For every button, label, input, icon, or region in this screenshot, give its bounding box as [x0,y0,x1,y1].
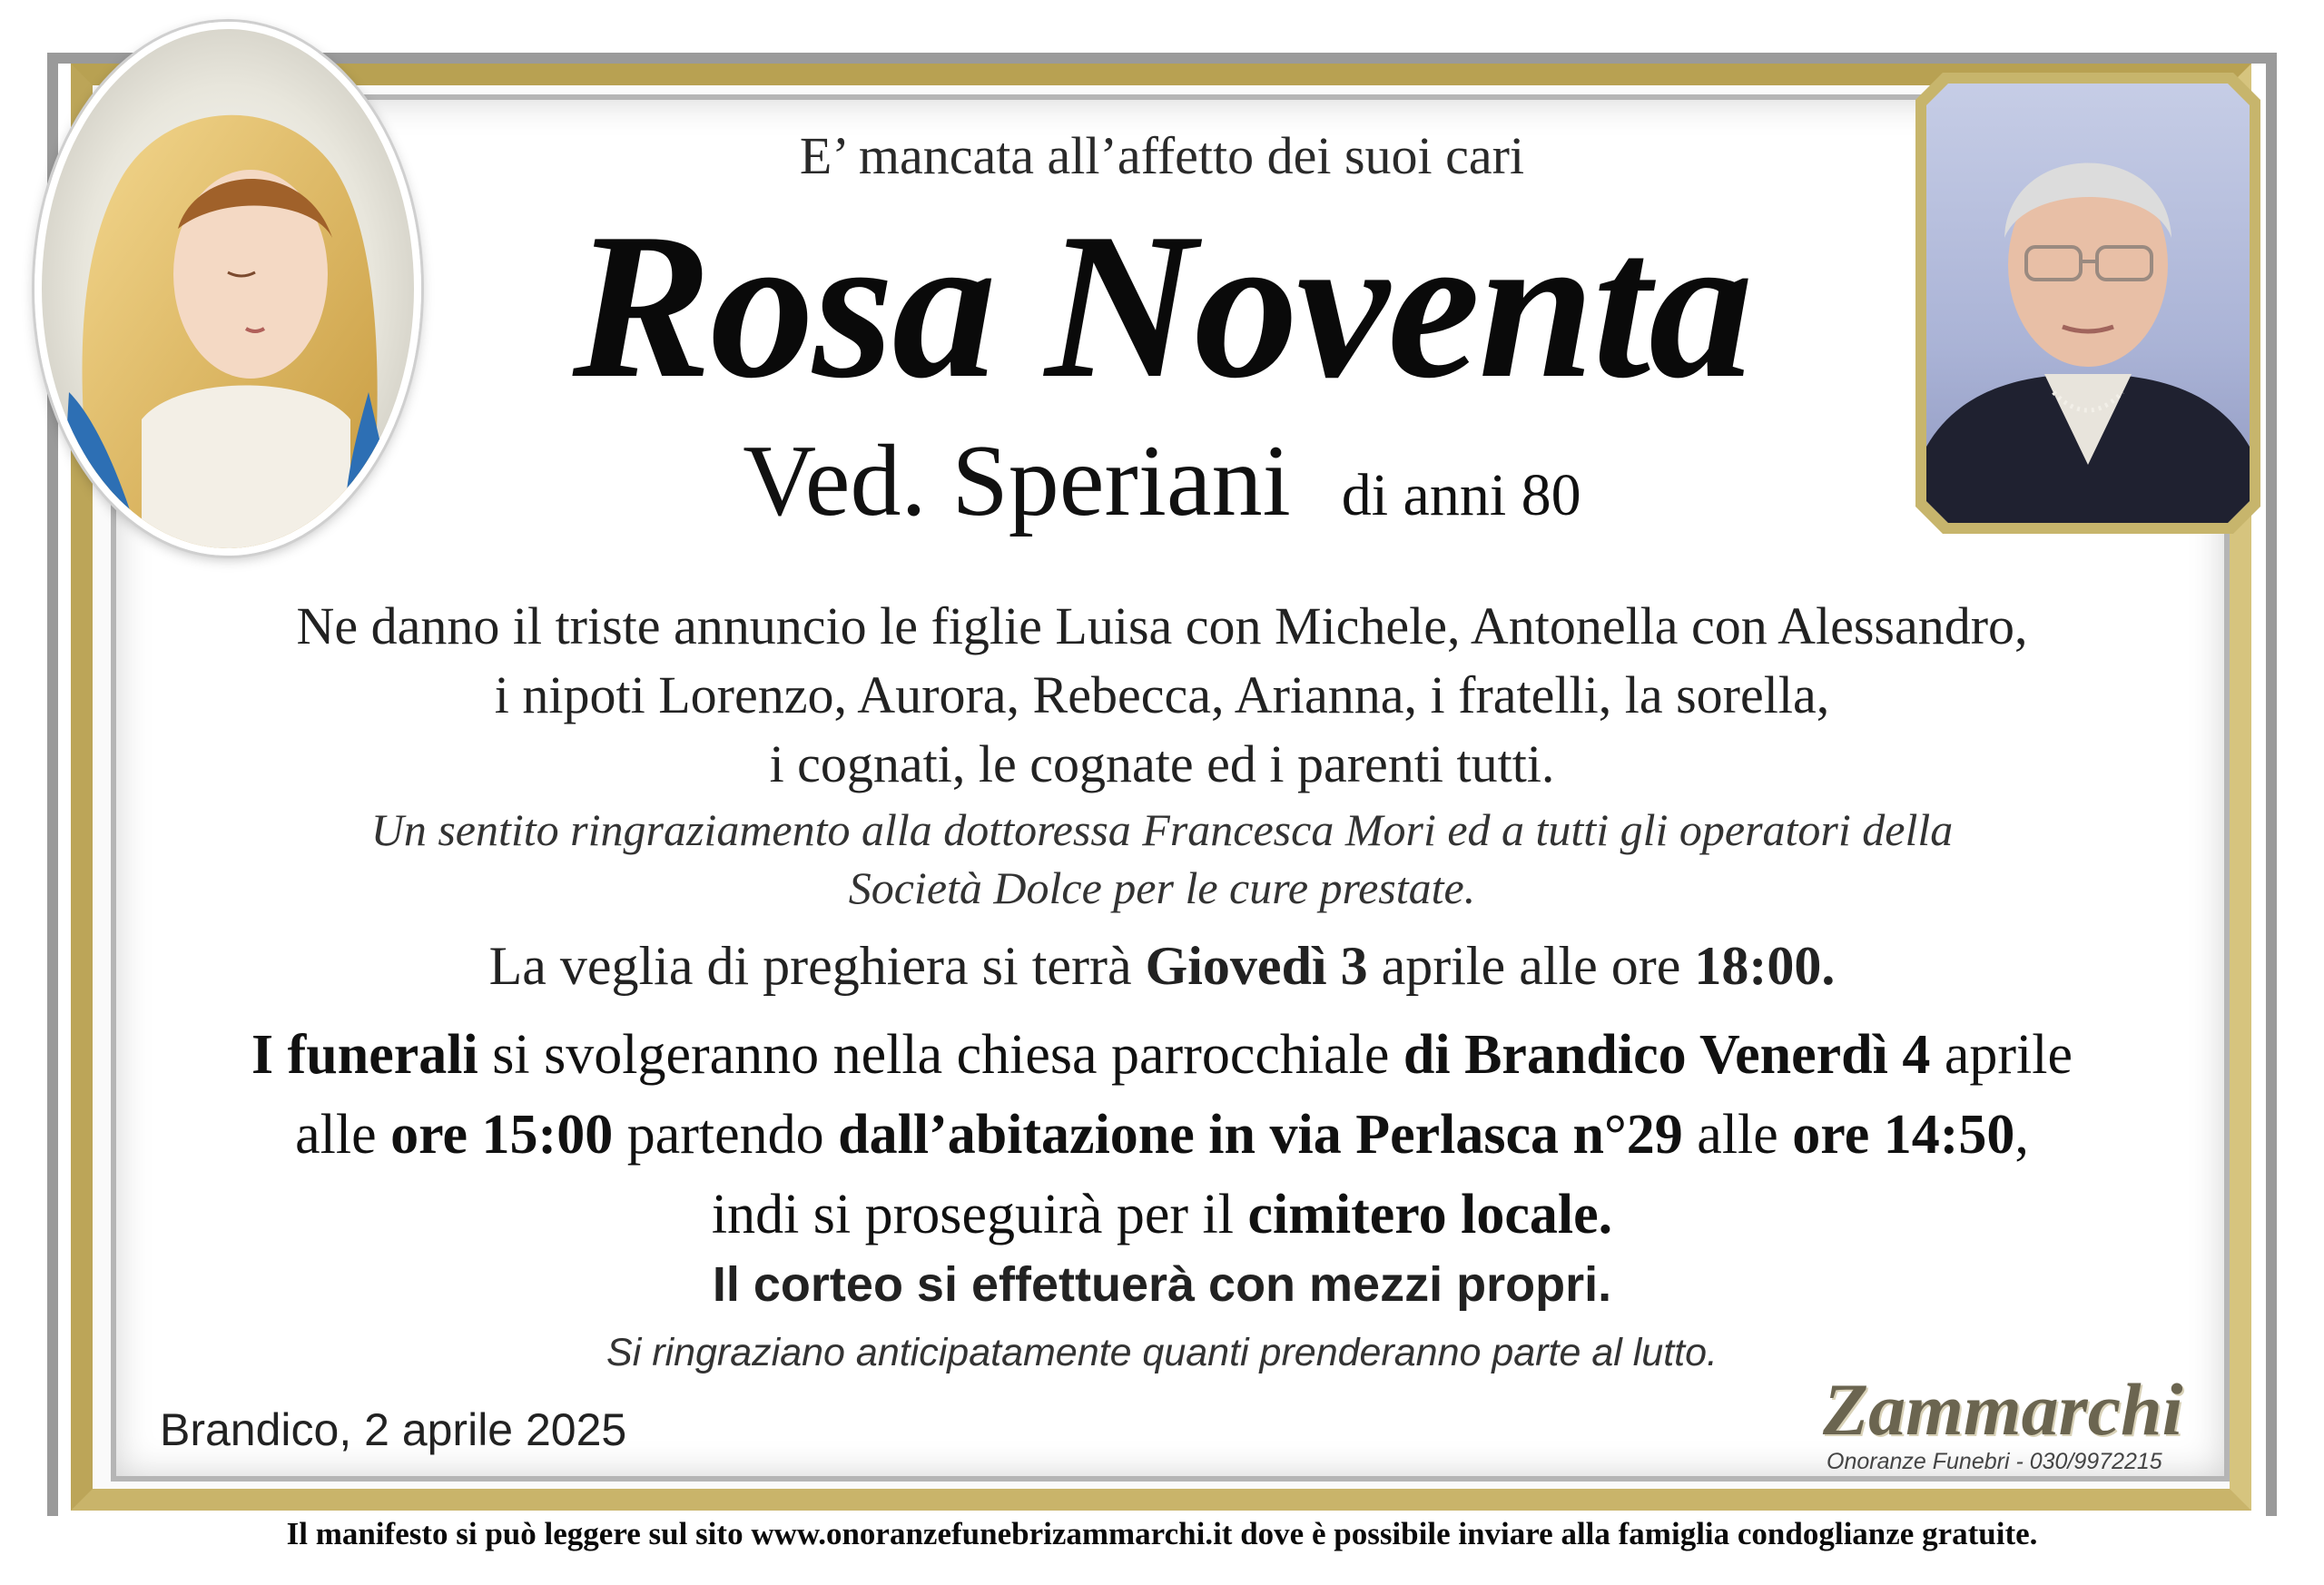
footer-note: Il manifesto si può leggere sul sito www.onoranzefunebrizammarchi.it dove è possibile inviare alla famiglia condoglianze gratuite. [0,1516,2324,1552]
announcement-line: i nipoti Lorenzo, Aurora, Rebecca, Arianna, i fratelli, la sorella, [494,665,1830,724]
thanks-doctor-line: Società Dolce per le cure prestate. [848,862,1476,913]
funeral-text: , [2014,1104,2029,1166]
cemetery: cimitero locale. [1247,1184,1613,1245]
vigil-info [0,935,2324,998]
deceased-name: Rosa Noventa [572,190,1752,421]
funeral-text: alle [295,1104,391,1166]
vigil-time: 18:00. [1694,936,1836,996]
age: di anni 80 [1341,462,1581,528]
funeral-text: alle [1682,1104,1793,1166]
vigil-prefix: La veglia di preghiera si terrà [488,936,1146,996]
funeral-text: partendo [613,1104,839,1166]
vigil-day: Giovedì 3 [1145,936,1368,996]
funeral-church-date: di Brandico Venerdì 4 [1403,1024,1931,1086]
place-date: Brandico, 2 aprile 2025 [160,1404,627,1455]
procession-note: Il corteo si effettuerà con mezzi propri. [712,1257,1612,1312]
funeral-text: indi si proseguirà per il [711,1184,1248,1245]
agency-logo: Zammarchi [1823,1368,2183,1451]
widow-of: Ved. Speriani [743,425,1291,537]
announcement-line: Ne danno il triste annuncio le figlie Luisa con Michele, Antonella con Alessandro, [296,596,2028,655]
thanks-attendees: Si ringraziano anticipatamente quanti prenderanno parte al lutto. [606,1331,1718,1374]
funeral-line-2 [0,1095,2324,1175]
funeral-line-3 [0,1175,2324,1255]
funeral-text: si svolgeranno nella chiesa parrocchiale [478,1024,1403,1086]
vigil-middle: aprile alle ore [1367,936,1695,996]
deceased-details [0,427,2324,550]
funeral-label: I funerali [251,1024,478,1086]
departure-address: dall’abitazione in via Perlasca n°29 [838,1104,1683,1166]
thanks-doctor-line: Un sentito ringraziamento alla dottoressa Francesca Mori ed a tutti gli operatori della [370,804,1954,855]
departure-time: ore 14:50 [1792,1104,2015,1166]
funeral-line-1 [0,1015,2324,1095]
thanks-doctor [0,801,2324,917]
funeral-text: aprile [1930,1024,2073,1086]
funeral-time: ore 15:00 [390,1104,614,1166]
funeral-info [0,1015,2324,1255]
intro-text: E’ mancata all’affetto dei suoi cari [799,126,1525,185]
agency-subtitle: Onoranze Funebri - 030/9972215 [1827,1449,2162,1474]
announcement-line: i cognati, le cognate ed i parenti tutti. [769,734,1555,793]
announcement [0,592,2324,799]
